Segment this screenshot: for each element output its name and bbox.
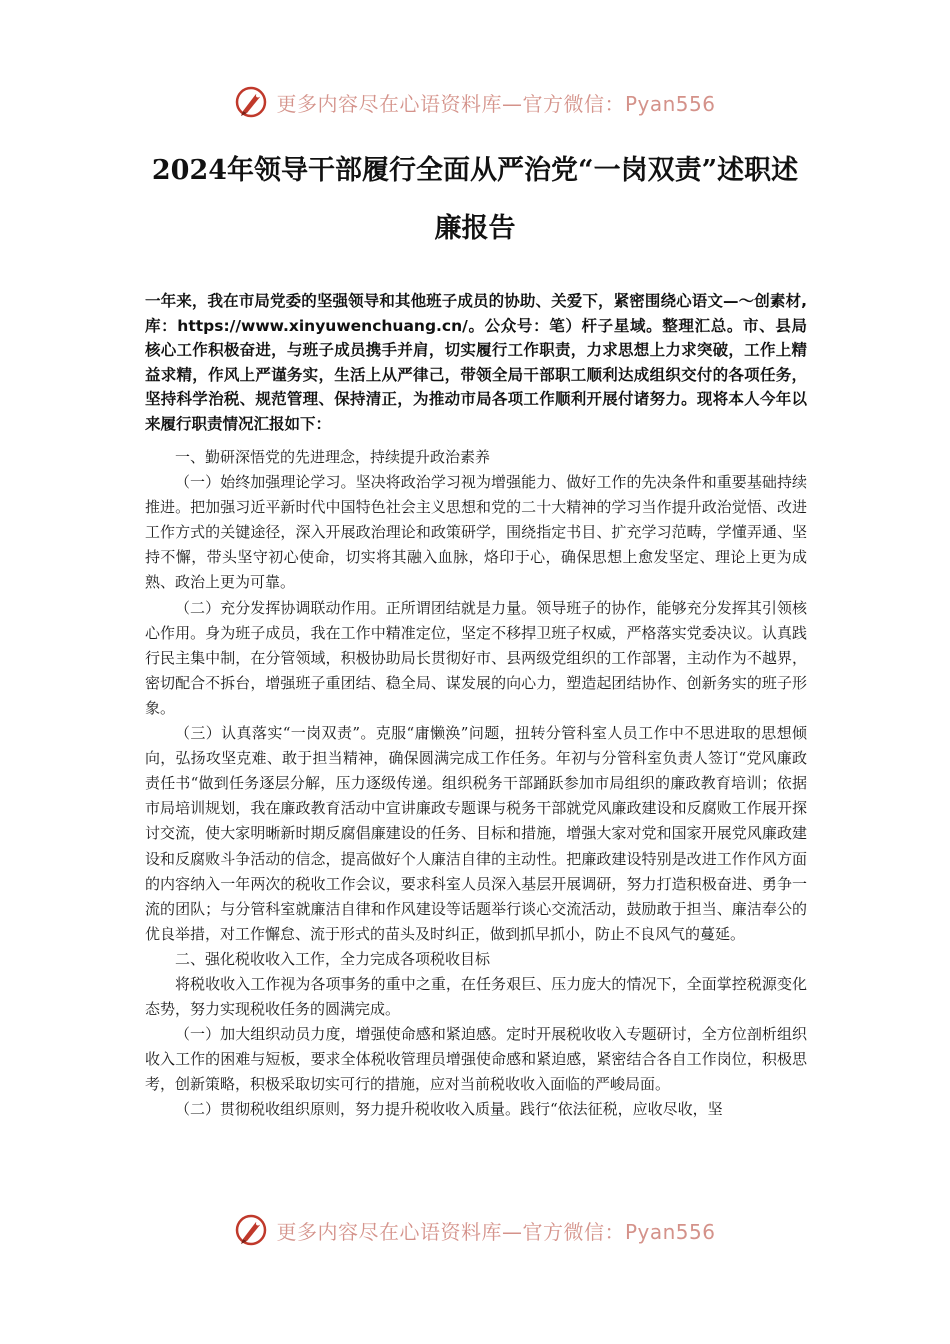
section-heading: 二、强化税收收入工作，全力完成各项税收目标 xyxy=(175,949,491,968)
intro-paragraph: 一年来，我在市局党委的坚强领导和其他班子成员的协助、关爱下，紧密围绕心语文—～创素材,库：https://www.xinyuwenchuang.cn/。公众号：笔）杆子星域。整理汇总。市、县局核心工作积极奋进，与班子成员携手并肩，切实履行工作职责，力求思想上力求突破，工作上精益求精，作风上严谨务实，生活上从严律己，带领全局干部职工顺利达成组织交付的各项任务，坚持科学治税、规范管理、保持清正，为推动市局各项工作顺利开展付诸努力。现将本人今年以来履行职责情况汇报如下： xyxy=(145,292,807,433)
body-paragraph: （二）贯彻税收组织原则，努力提升税收收入质量。践行“依法征税，应收尽收，坚 xyxy=(175,1100,723,1119)
body-paragraph: （三）认真落实“一岗双责”。克服“庸懒涣”问题，扭转分管科室人员工作中不思进取的思想倾向，弘扬攻坚克难、敢于担当精神，确保圆满完成工作任务。年初与分管科室负责人签订“党风廉政责任书“做到任务逐层分解，压力逐级传递。组织税务干部踊跃参加市局组织的廉政教育培训；依据市局培训规划，我在廉政教育活动中宣讲廉政专题课与税务干部就党风廉政建设和反腐败工作展开探讨交流，使大家明晰新时期反腐倡廉建设的任务、目标和措施，增强大家对党和国家开展党风廉政建设和反腐败斗争活动的信念，提高做好个人廉洁自律的主动性。把廉政建设特别是改进工作作风方面的内容纳入一年两次的税收工作会议，要求科室人员深入基层开展调研，努力打造积极奋进、勇争一流的团队；与分管科室就廉洁自律和作风建设等话题举行谈心交流活动，鼓励敢于担当、廉洁奉公的优良举措，对工作懈怠、流于形式的苗头及时纠正，做到抓早抓小，防止不良风气的蔓延。 xyxy=(145,724,807,943)
body-paragraph: （二）充分发挥协调联动作用。正所谓团结就是力量。领导班子的协作，能够充分发挥其引领核心作用。身为班子成员，我在工作中精准定位，坚定不移捍卫班子权威，严格落实党委决议。认真践行民主集中制，在分管领域，积极协助局长贯彻好市、县两级党组织的工作部署，主动作为不越界，密切配合不拆台，增强班子重团结、稳全局、谋发展的向心力，塑造起团结协作、创新务实的班子形象。 xyxy=(145,598,807,717)
document-title: 2024年领导干部履行全面从严治党“一岗双责”述职述廉报告 xyxy=(151,155,799,244)
document-body xyxy=(145,445,807,1123)
body-paragraph: （一）始终加强理论学习。坚决将政治学习视为增强能力、做好工作的先决条件和重要基础持续推进。把加强习近平新时代中国特色社会主义思想和党的二十大精神的学习当作提升政治觉悟、改进工作方式的关键途径，深入开展政治理论和政策研学，围绕指定书目、扩充学习范畴，学懂弄通、坚持不懈，带头坚守初心使命，切实将其融入血脉，烙印于心，确保思想上愈发坚定、理论上更为成熟、政治上更为可靠。 xyxy=(145,473,807,592)
body-paragraph: 将税收收入工作视为各项事务的重中之重，在任务艰巨、压力庞大的情况下，全面掌控税源变化态势，努力实现税收任务的圆满完成。 xyxy=(145,974,807,1019)
banner-text: 更多内容尽在心语资料库—官方微信：Pyan556 xyxy=(276,1219,716,1244)
section-heading: 一、勤研深悟党的先进理念，持续提升政治素养 xyxy=(175,448,491,466)
pen-circle-logo-icon xyxy=(234,85,268,119)
header-banner xyxy=(0,82,950,122)
banner-text: 更多内容尽在心语资料库—官方微信：Pyan556 xyxy=(276,91,716,116)
body-paragraph: （一）加大组织动员力度，增强使命感和紧迫感。定时开展税收收入专题研讨，全方位剖析组织收入工作的困难与短板，要求全体税收管理员增强使命感和紧迫感，紧密结合各自工作岗位，积极思考，创新策略，积极采取切实可行的措施，应对当前税收收入面临的严峻局面。 xyxy=(145,1025,807,1094)
pen-circle-logo-icon xyxy=(234,1213,268,1247)
footer-banner xyxy=(0,1210,950,1250)
